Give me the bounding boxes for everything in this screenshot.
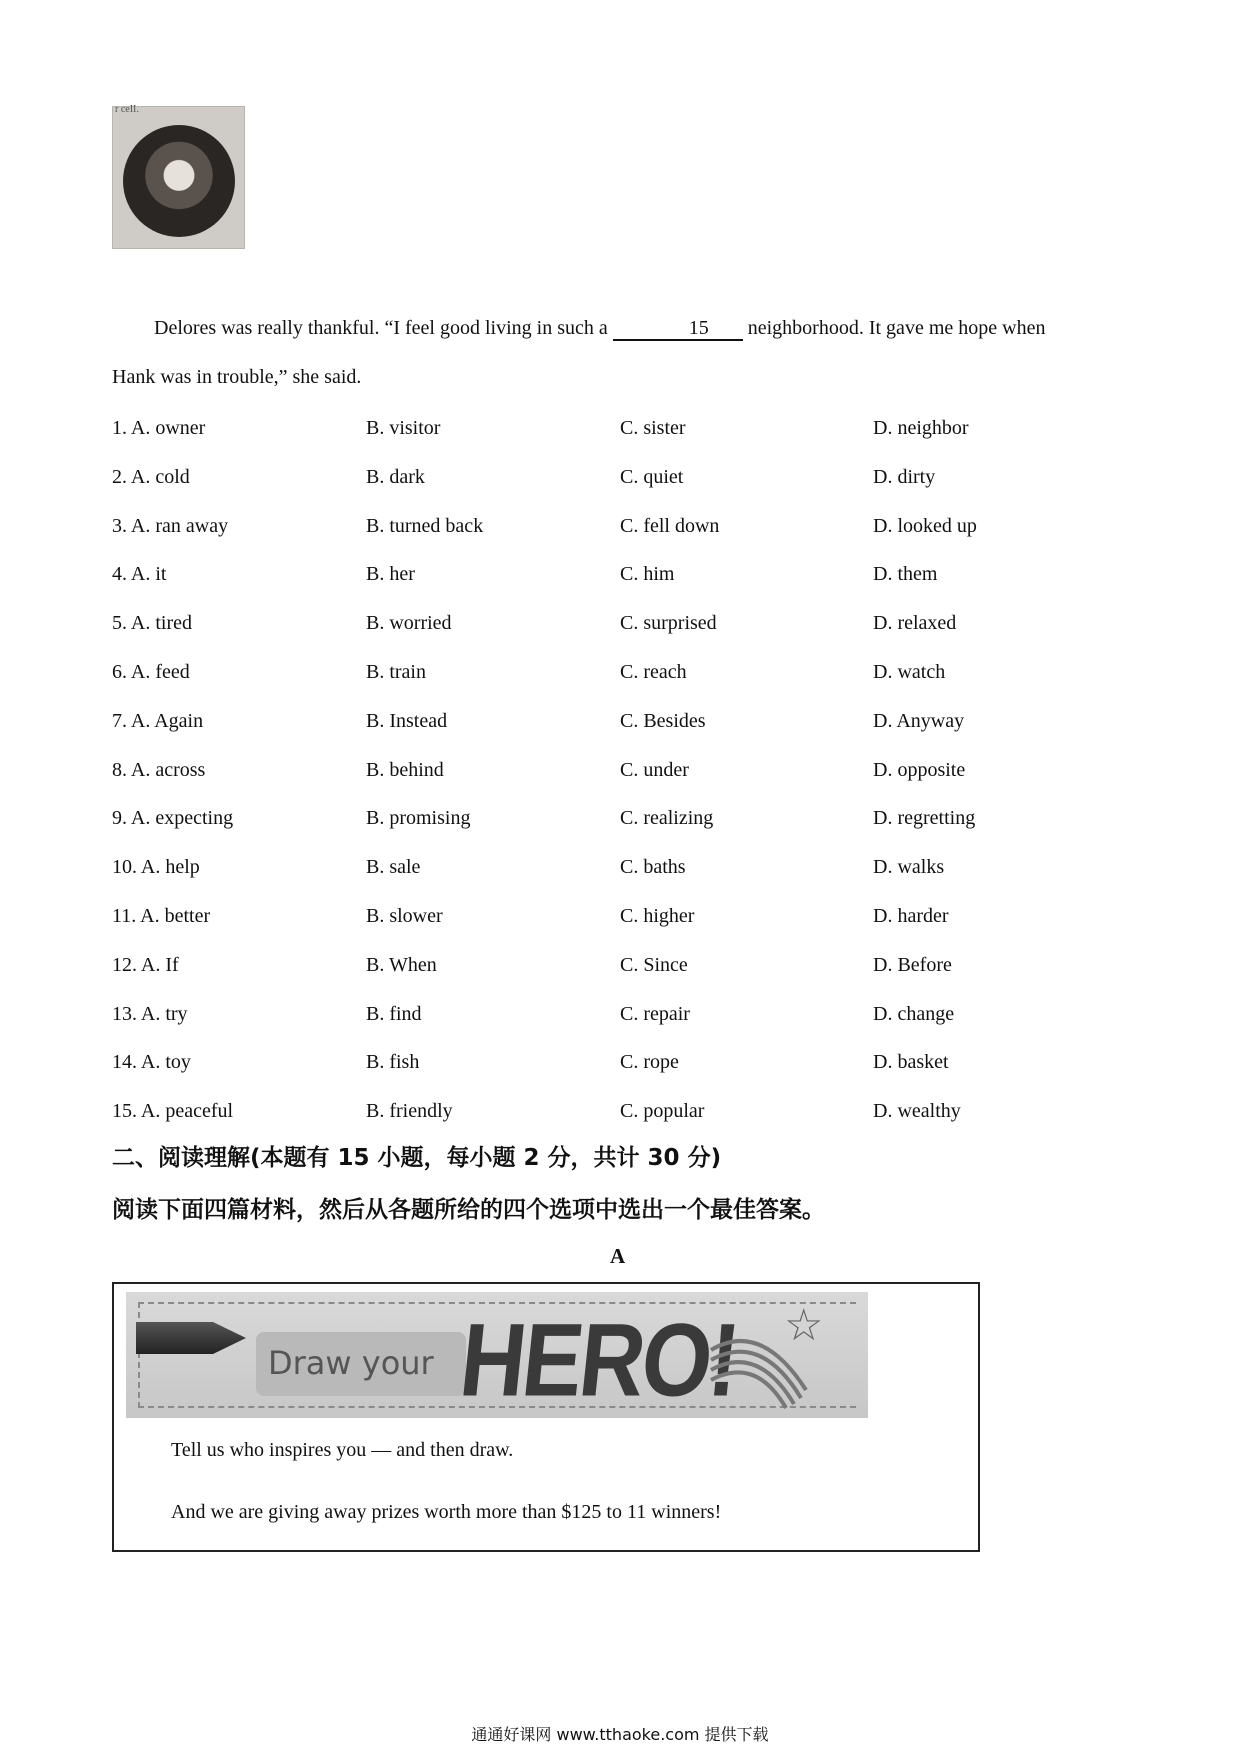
banner-draw-text: Draw your — [268, 1344, 434, 1382]
option-d: D. walks — [873, 856, 945, 879]
option-c: C. Since — [620, 953, 688, 976]
blank-15: 15 — [613, 317, 743, 341]
option-c: C. repair — [620, 1002, 690, 1025]
option-row — [112, 648, 1122, 697]
option-c: C. baths — [620, 856, 686, 879]
option-a: 2. A. cold — [112, 465, 190, 488]
option-d: D. basket — [873, 1051, 949, 1074]
option-d: D. wealthy — [873, 1100, 961, 1123]
option-row — [112, 1087, 1122, 1136]
option-row — [112, 892, 1122, 941]
option-b: B. friendly — [366, 1100, 453, 1123]
options-list — [112, 404, 1122, 1136]
option-c: C. realizing — [620, 807, 714, 830]
option-c: C. rope — [620, 1051, 679, 1074]
option-row — [112, 404, 1122, 453]
option-a: 9. A. expecting — [112, 807, 234, 830]
option-a: 1. A. owner — [112, 417, 206, 439]
option-d: D. looked up — [873, 514, 977, 537]
option-d: D. them — [873, 563, 938, 586]
option-c: C. popular — [620, 1100, 705, 1123]
option-c: C. fell down — [620, 514, 720, 537]
option-b: B. train — [366, 660, 426, 683]
option-b: B. find — [366, 1002, 422, 1025]
option-a: 14. A. toy — [112, 1051, 191, 1074]
option-c: C. him — [620, 563, 675, 586]
option-d: D. relaxed — [873, 612, 957, 635]
option-a: 3. A. ran away — [112, 514, 229, 537]
option-c: C. surprised — [620, 612, 717, 635]
option-row — [112, 1038, 1122, 1087]
option-b: B. When — [366, 953, 437, 976]
option-b: B. worried — [366, 612, 452, 635]
passage-a-box — [112, 1282, 980, 1552]
passage-a-line1: Tell us who inspires you — and then draw. — [171, 1439, 514, 1461]
passage-a-line2: And we are giving away prizes worth more than $125 to 11 winners! — [171, 1501, 722, 1523]
portrait-image — [123, 125, 235, 237]
star-icon: ☆ — [784, 1301, 824, 1350]
option-d: D. harder — [873, 904, 949, 927]
option-a: 15. A. peaceful — [112, 1100, 234, 1123]
draw-your-hero-banner — [126, 1292, 868, 1418]
option-a: 4. A. it — [112, 563, 167, 586]
option-b: B. Instead — [366, 709, 448, 732]
option-a: 10. A. help — [112, 856, 200, 879]
option-d: D. change — [873, 1002, 955, 1025]
option-a: 8. A. across — [112, 758, 206, 781]
passage-photo — [112, 106, 245, 249]
option-c: C. reach — [620, 660, 687, 683]
footer-watermark: 通通好课网 www.tthaoke.com 提供下载 — [471, 1725, 769, 1744]
option-d: D. dirty — [873, 465, 936, 488]
option-b: B. visitor — [366, 417, 441, 439]
option-d: D. opposite — [873, 758, 966, 781]
option-row — [112, 990, 1122, 1039]
option-row — [112, 599, 1122, 648]
option-a: 12. A. If — [112, 953, 179, 976]
option-row — [112, 843, 1122, 892]
option-b: B. fish — [366, 1051, 420, 1074]
option-c: C. quiet — [620, 465, 684, 488]
option-c: C. sister — [620, 417, 686, 439]
option-c: C. Besides — [620, 709, 706, 732]
section-instruction: 阅读下面四篇材料，然后从各题所给的四个选项中选出一个最佳答案。 — [112, 1197, 825, 1223]
option-d: D. watch — [873, 660, 946, 683]
option-c: C. under — [620, 758, 689, 781]
option-d: D. Before — [873, 953, 952, 976]
option-row — [112, 550, 1122, 599]
option-a: 11. A. better — [112, 904, 211, 927]
option-row — [112, 941, 1122, 990]
option-b: B. promising — [366, 807, 471, 830]
option-d: D. regretting — [873, 807, 976, 830]
option-c: C. higher — [620, 904, 695, 927]
option-b: B. turned back — [366, 514, 484, 537]
option-a: 6. A. feed — [112, 660, 190, 683]
paragraph-line1-end: neighborhood. It gave me hope when — [747, 317, 1046, 339]
paragraph-line2: Hank was in trouble,” she said. — [112, 366, 362, 388]
passage-label: A — [610, 1244, 626, 1268]
story-paragraph-line2 — [112, 353, 1122, 402]
option-row — [112, 746, 1122, 795]
option-a: 7. A. Again — [112, 709, 204, 732]
option-b: B. sale — [366, 856, 421, 879]
option-b: B. her — [366, 563, 415, 586]
option-b: B. slower — [366, 904, 443, 927]
option-row — [112, 794, 1122, 843]
option-d: D. neighbor — [873, 417, 969, 439]
option-a: 5. A. tired — [112, 612, 192, 635]
option-b: B. dark — [366, 465, 425, 488]
story-paragraph-line1 — [112, 304, 1122, 353]
option-row — [112, 502, 1122, 551]
option-b: B. behind — [366, 758, 444, 781]
section-title: 二、阅读理解(本题有 15 小题，每小题 2 分，共计 30 分) — [112, 1145, 722, 1171]
photo-caption: r ceII. — [115, 104, 139, 115]
option-a: 13. A. try — [112, 1002, 188, 1025]
option-row — [112, 453, 1122, 502]
option-d: D. Anyway — [873, 709, 965, 732]
paragraph-line1-start: Delores was really thankful. “I feel good living in such a — [154, 317, 608, 339]
banner-hero-text: HERO! — [455, 1303, 743, 1418]
option-row — [112, 697, 1122, 746]
